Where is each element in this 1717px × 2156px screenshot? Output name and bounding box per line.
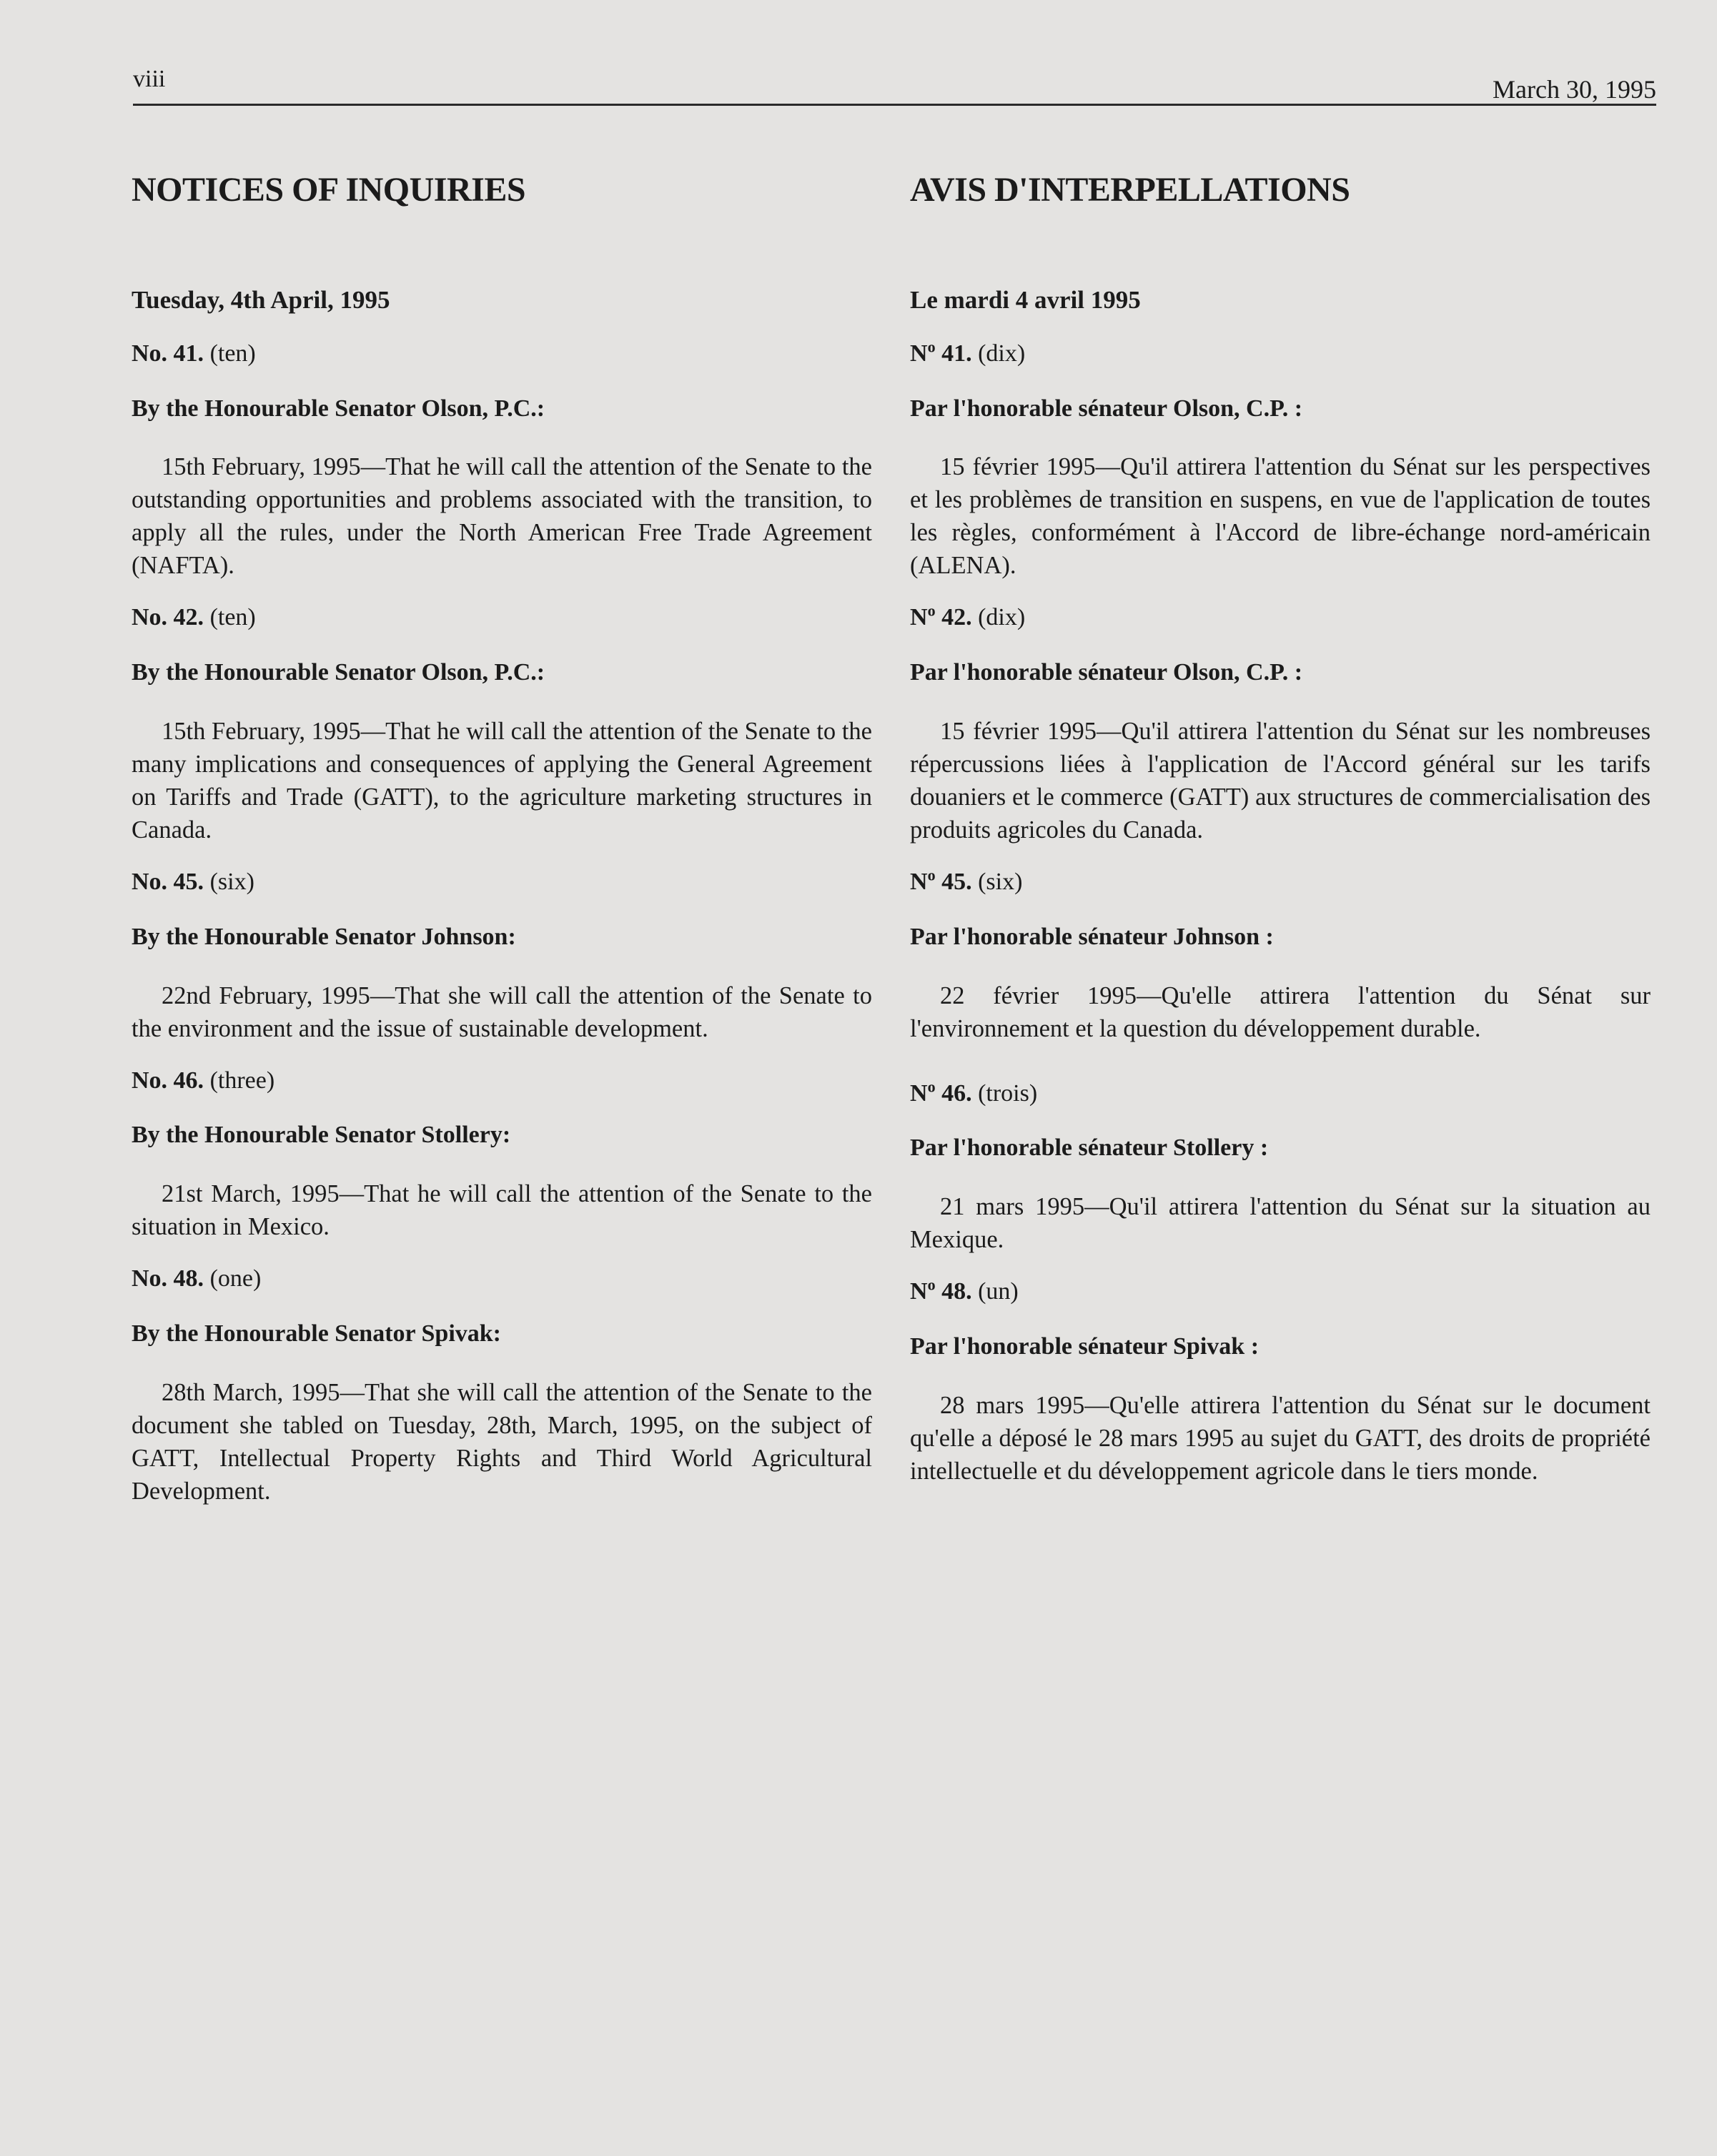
notice-number [910,603,1651,633]
notice-number [132,1265,872,1294]
notice-46-en [132,1067,872,1244]
notice-sponsor: Par l'honorable sénateur Olson, C.P. : [910,659,1303,686]
notice-45-en [132,868,872,1045]
notice-number-value [910,1275,972,1305]
notice-sponsor: By the Honourable Senator Johnson: [132,923,516,950]
notice-text: 22nd February, 1995—That she will call the attention of the Senate to the environment and the issue of sustainable development. [132,981,872,1042]
notice-sponsor: By the Honourable Senator Olson, P.C.: [132,395,545,422]
number-sup: o [927,602,936,620]
notice-count: (dix) [978,340,1026,367]
number-prefix: N [910,868,928,895]
notice-number-value: No. 41. [132,340,204,367]
notice-number-value [910,866,972,895]
notice-sponsor: Par l'honorable sénateur Stollery : [910,1134,1269,1162]
english-date: Tuesday, 4th April, 1995 [132,285,390,314]
page-header [133,66,1656,106]
notice-48-en [132,1265,872,1508]
notice-text: 21st March, 1995—That he will call the attention of the Senate to the situation in Mexico. [132,1180,872,1241]
notice-number-value: No. 42. [132,604,204,631]
notice-number-value: No. 46. [132,1067,204,1094]
notice-number [910,1277,1651,1307]
number-prefix: N [910,604,928,631]
notice-41-en [132,340,872,583]
number-prefix: N [910,1278,928,1305]
french-section-title: AVIS D'INTERPELLATIONS [910,171,1350,209]
notice-number-value [910,337,972,367]
notice-sponsor: Par l'honorable sénateur Johnson : [910,923,1274,950]
notice-48-fr [910,1277,1651,1488]
notice-count: (one) [209,1265,262,1292]
notice-text: 15th February, 1995—That he will call the attention of the Senate to the many implications and consequences of applying the General Agreement on Tariffs and Trade (GATT), to the agriculture marketing structures in Canada. [132,717,872,844]
notice-text: 21 mars 1995—Qu'il attirera l'attention du Sénat sur la situation au Mexique. [910,1193,1651,1254]
notice-41-fr [910,337,1651,583]
number-prefix: N [910,1079,928,1107]
notice-text: 15th February, 1995—That he will call the attention of the Senate to the outstanding opportunities and problems associated with the transition, to apply all the rules, under the North American Free Trade Agreement (NAFTA). [132,453,872,580]
notice-text: 22 février 1995—Qu'elle attirera l'attention du Sénat sur l'environnement et la question du développement durable. [910,981,1651,1042]
number-value: 41. [941,340,972,367]
french-column [910,172,1651,1509]
notice-46-fr [910,1079,1651,1257]
number-sup: o [927,1275,936,1294]
notice-45-fr [910,868,1651,1045]
notice-text: 28th March, 1995—That she will call the attention of the Senate to the document she tabled on Tuesday, 28th, March, 1995, on the subject of GATT, Intellectual Property Rights and Third World Agricultural Development. [132,1378,872,1505]
notice-42-en [132,603,872,846]
notice-sponsor: Par l'honorable sénateur Olson, C.P. : [910,395,1303,422]
notice-number-value: No. 45. [132,868,204,895]
number-value: 46. [941,1079,972,1107]
notice-sponsor: Par l'honorable sénateur Spivak : [910,1332,1260,1360]
notice-text: 15 février 1995—Qu'il attirera l'attention du Sénat sur les perspectives et les problèmes de transition en suspens, en vue de l'application de toutes les règles, conformément à l'Accord de libre-échange nord-américain (ALENA). [910,453,1651,580]
notice-number-value: No. 48. [132,1265,204,1292]
number-sup: o [927,866,936,884]
number-sup: o [927,337,936,356]
notice-count: (six) [209,868,254,895]
notice-count: (ten) [209,340,256,367]
number-prefix: N [910,340,928,367]
page-number: viii [133,66,166,92]
notice-42-fr [910,603,1651,846]
number-value: 48. [941,1278,972,1305]
notice-number [132,603,872,633]
notice-number [910,337,1651,369]
notice-number-value [910,604,972,631]
notice-number [132,340,872,369]
number-value: 42. [941,604,972,631]
notice-sponsor: By the Honourable Senator Spivak: [132,1320,502,1347]
page-date: March 30, 1995 [1493,75,1656,104]
number-value: 45. [941,868,972,895]
notice-count: (six) [978,868,1023,895]
notice-number [910,868,1651,897]
notice-number-value [910,1077,972,1107]
notice-sponsor: By the Honourable Senator Olson, P.C.: [132,659,545,686]
notice-count: (three) [209,1067,275,1094]
header-rule [133,104,1656,106]
notice-count: (un) [978,1278,1019,1305]
notice-text: 15 février 1995—Qu'il attirera l'attention du Sénat sur les nombreuses répercussions liées à l'application de l'Accord général sur les tarifs douaniers et le commerce (GATT) aux structures de commercialisation des produits agricoles du Canada. [910,717,1651,844]
notice-count: (trois) [978,1079,1038,1107]
number-sup: o [927,1077,936,1096]
english-column [132,172,872,1529]
french-date: Le mardi 4 avril 1995 [910,285,1141,314]
notice-number [132,868,872,897]
english-section-title: NOTICES OF INQUIRIES [132,171,526,209]
notice-text: 28 mars 1995—Qu'elle attirera l'attention du Sénat sur le document qu'elle a déposé le 28 mars 1995 au sujet du GATT, des droits de propriété intellectuelle et du développement agricole dans le tiers monde. [910,1391,1651,1485]
notice-sponsor: By the Honourable Senator Stollery: [132,1122,511,1149]
notice-number [910,1079,1651,1109]
notice-count: (dix) [978,604,1026,631]
notice-number [132,1067,872,1096]
notice-count: (ten) [209,604,256,631]
